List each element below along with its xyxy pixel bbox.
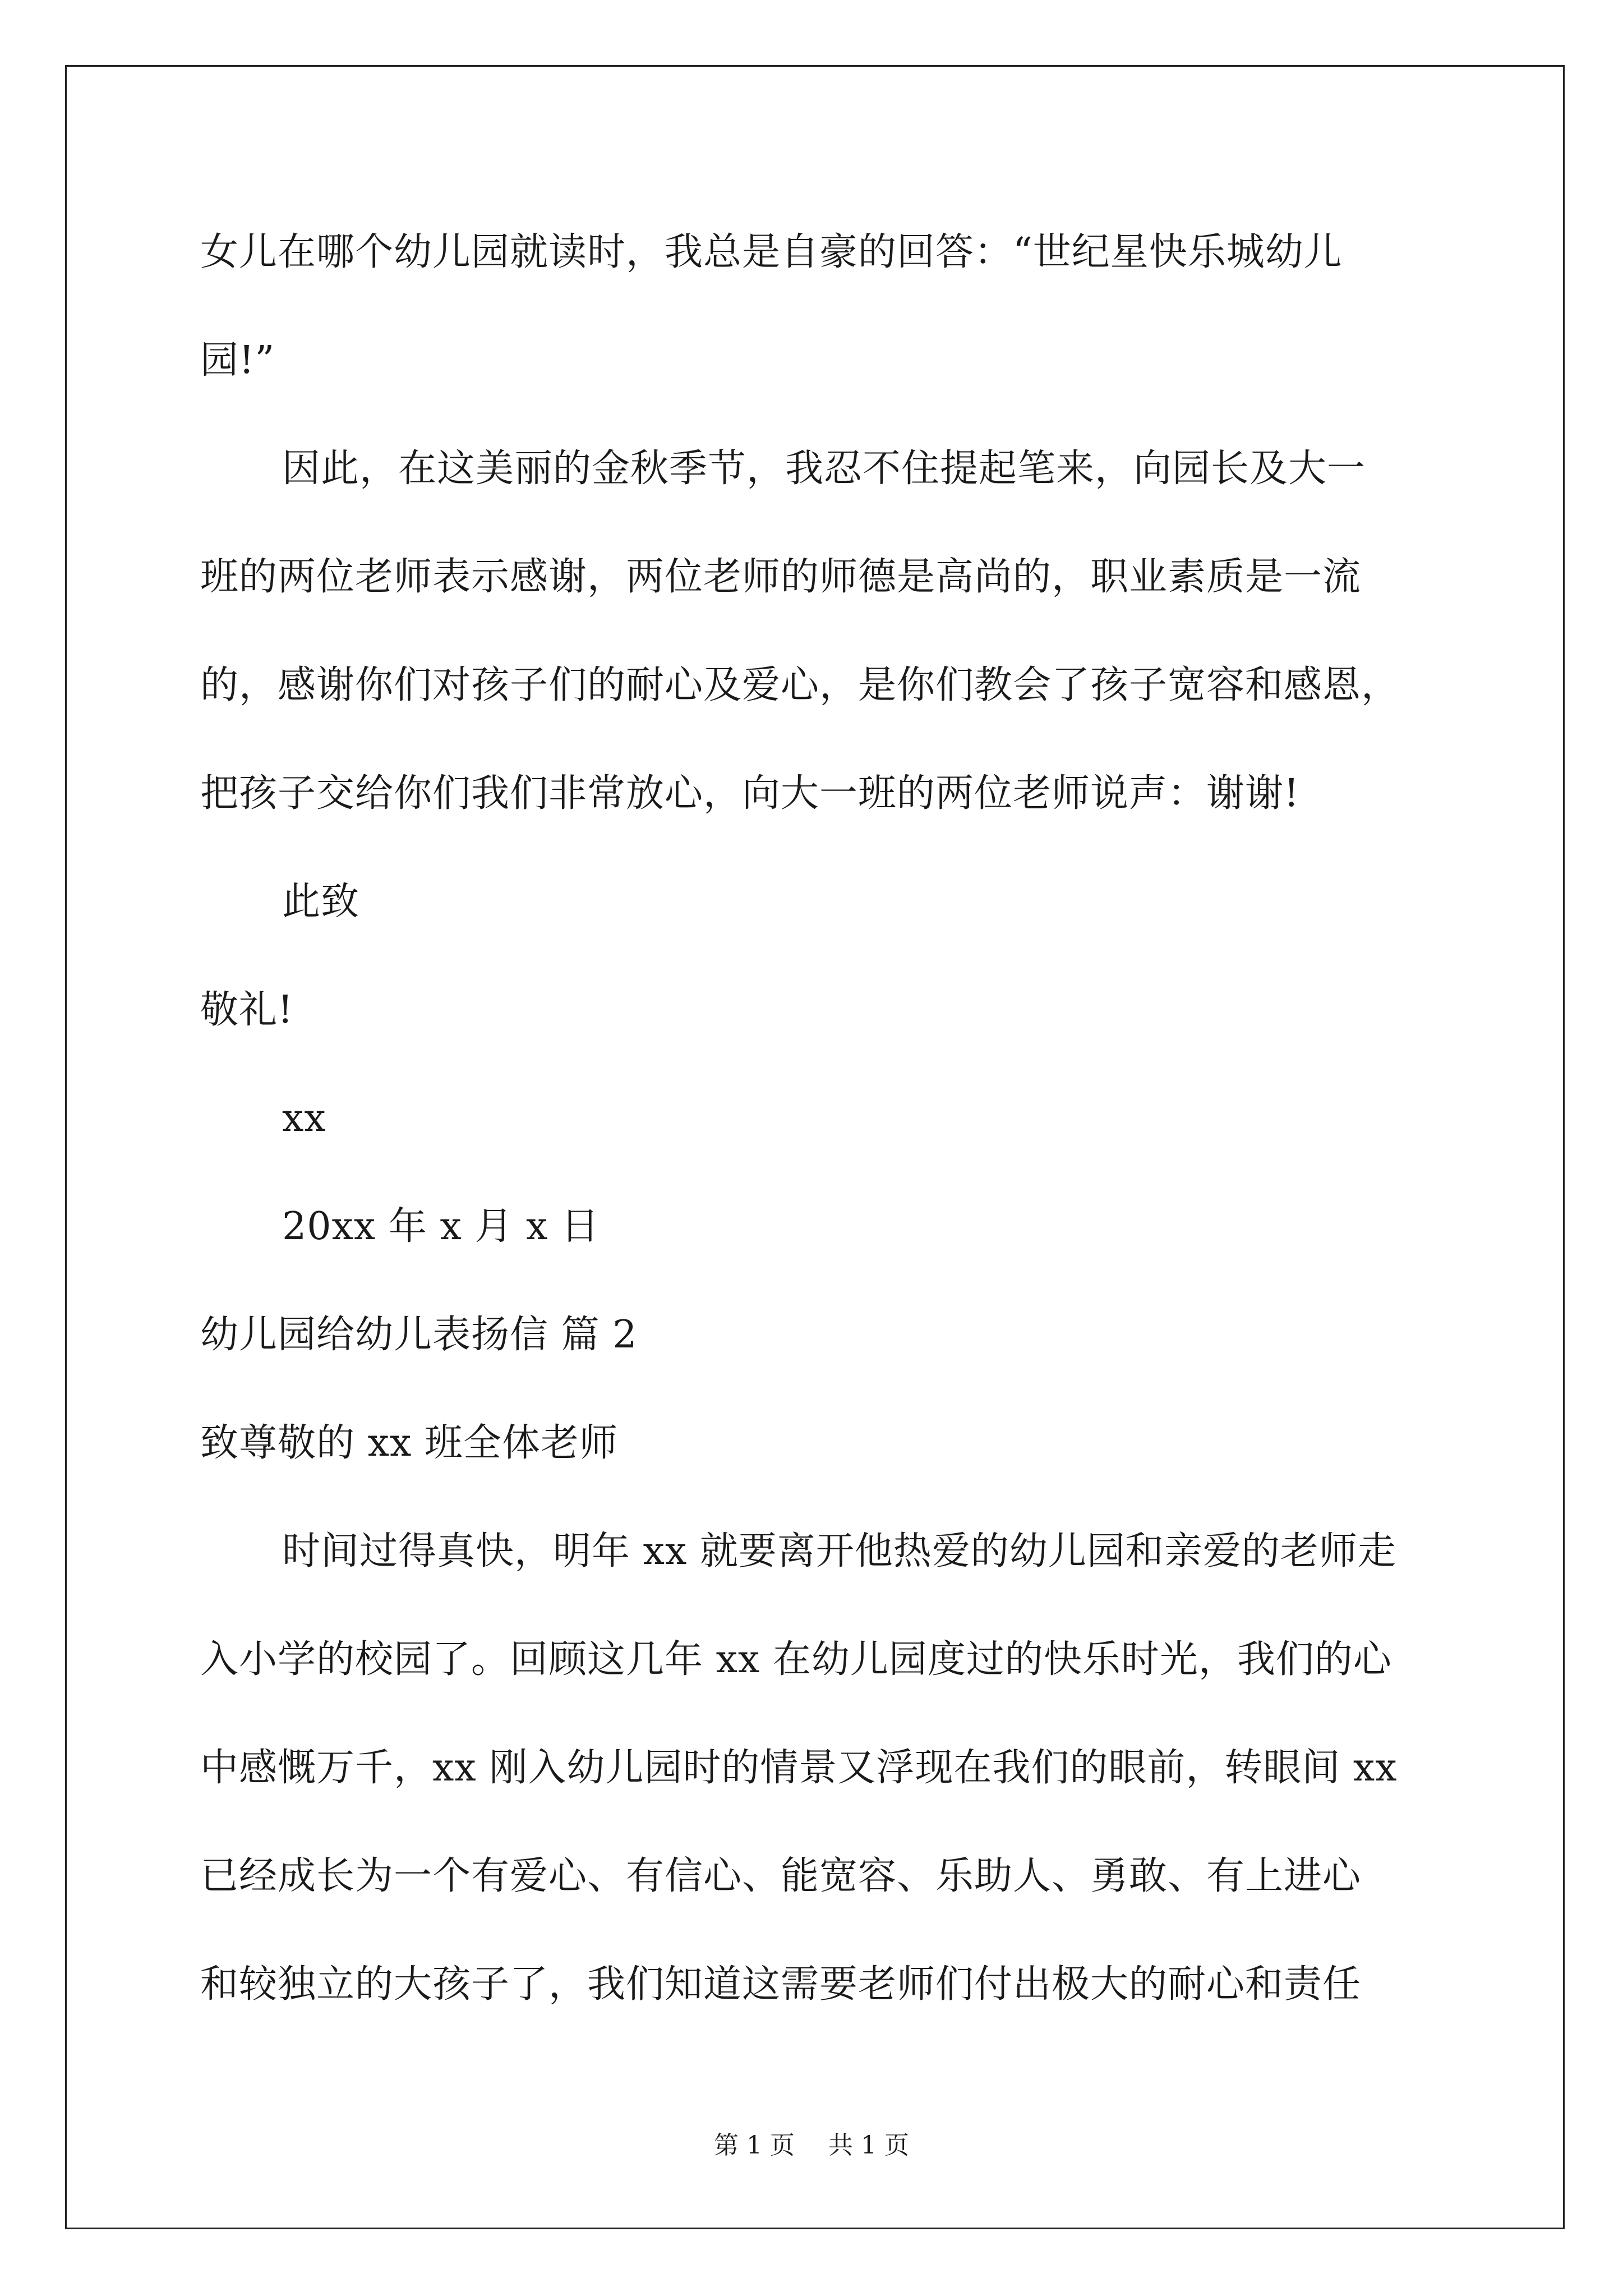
text-line: 班的两位老师表示感谢，两位老师的师德是高尚的，职业素质是一流	[200, 555, 1362, 599]
closing-regards: 敬礼!	[200, 988, 294, 1032]
letter-greeting: 致尊敬的 xx 班全体老师	[200, 1421, 618, 1465]
page-border	[65, 65, 1565, 2229]
text-line: 已经成长为一个有爱心、有信心、能宽容、乐助人、勇敢、有上进心	[200, 1854, 1362, 1898]
signature-date: 20xx 年 x 月 x 日	[282, 1204, 600, 1249]
text-line: 女儿在哪个幼儿园就读时，我总是自豪的回答：“世纪星快乐城幼儿	[200, 230, 1343, 274]
page-number: 第 1 页	[714, 2131, 795, 2160]
text-line: 和较独立的大孩子了，我们知道这需要老师们付出极大的耐心和责任	[200, 1962, 1362, 2007]
text-line: 入小学的校园了。回顾这几年 xx 在幼儿园度过的快乐时光，我们的心	[200, 1637, 1392, 1682]
page-footer	[0, 2129, 1623, 2162]
text-line: 的，感谢你们对孩子们的耐心及爱心，是你们教会了孩子宽容和感恩，	[200, 663, 1400, 707]
section-heading: 幼儿园给幼儿表扬信 篇 2	[200, 1313, 638, 1357]
text-line: 因此，在这美丽的金秋季节，我忍不住提起笔来，向园长及大一	[282, 447, 1366, 491]
text-line: 把孩子交给你们我们非常放心，向大一班的两位老师说声：谢谢!	[200, 771, 1300, 816]
signature-name: xx	[282, 1096, 326, 1140]
text-line: 园!”	[200, 338, 275, 383]
closing-salutation: 此致	[282, 880, 360, 924]
page-total: 共 1 页	[828, 2131, 909, 2160]
text-line: 时间过得真快，明年 xx 就要离开他热爱的幼儿园和亲爱的老师走	[282, 1529, 1396, 1573]
text-line: 中感慨万千，xx 刚入幼儿园时的情景又浮现在我们的眼前，转眼间 xx	[200, 1746, 1398, 1790]
